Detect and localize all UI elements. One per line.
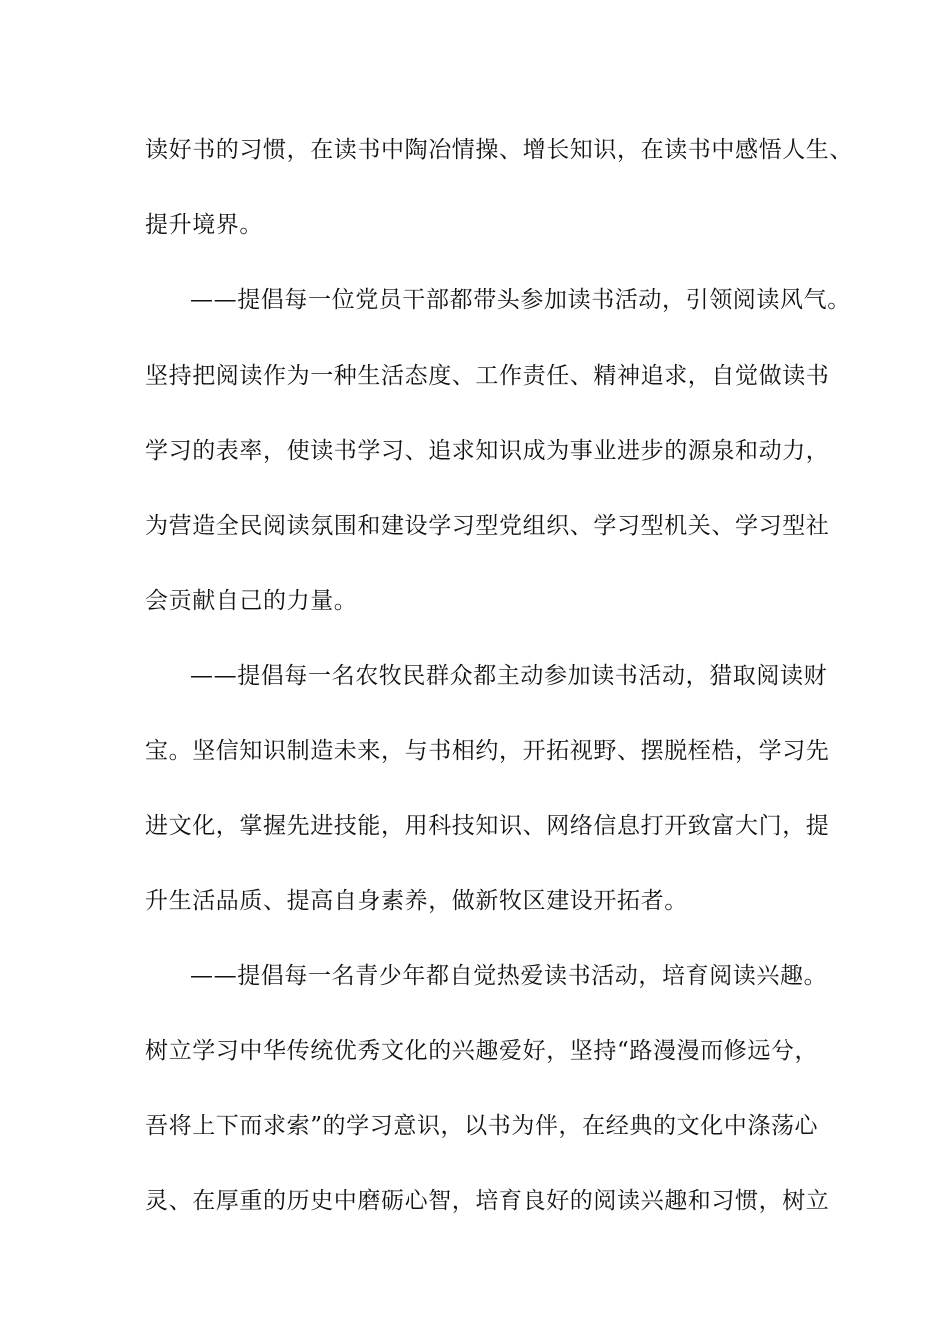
- text-line: ——提倡每一位党员干部都带头参加读书活动，引领阅读风气。: [190, 287, 851, 313]
- text-line: 提升境界。: [145, 212, 263, 238]
- text-line: 坚持把阅读作为一种生活态度、工作责任、精神追求，自觉做读书: [145, 363, 830, 389]
- text-line: 为营造全民阅读氛围和建设学习型党组织、学习型机关、学习型社: [145, 513, 830, 539]
- text-line: ——提倡每一名青少年都自觉热爱读书活动，培育阅读兴趣。: [190, 963, 828, 989]
- text-line: 学习的表率，使读书学习、追求知识成为事业进步的源泉和动力，: [145, 438, 830, 464]
- text-line: 读好书的习惯，在读书中陶冶情操、增长知识，在读书中感悟人生、: [145, 137, 853, 163]
- text-line: ——提倡每一名农牧民群众都主动参加读书活动，猎取阅读财: [190, 663, 828, 689]
- text-line: 升生活品质、提高自身素养，做新牧区建设开拓者。: [145, 888, 688, 914]
- text-line: 灵、在厚重的历史中磨砺心智，培育良好的阅读兴趣和习惯，树立: [145, 1188, 830, 1214]
- text-line: 进文化，掌握先进技能，用科技知识、网络信息打开致富大门，提: [145, 813, 830, 839]
- text-line: 宝。坚信知识制造未来，与书相约，开拓视野、摆脱桎梏，学习先: [145, 738, 830, 764]
- text-line: 树立学习中华传统优秀文化的兴趣爱好，坚持“路漫漫而修远兮，: [145, 1038, 819, 1064]
- text-line: 会贡献自己的力量。: [145, 588, 358, 614]
- text-line: 吾将上下而求索”的学习意识，以书为伴，在经典的文化中涤荡心: [145, 1113, 819, 1139]
